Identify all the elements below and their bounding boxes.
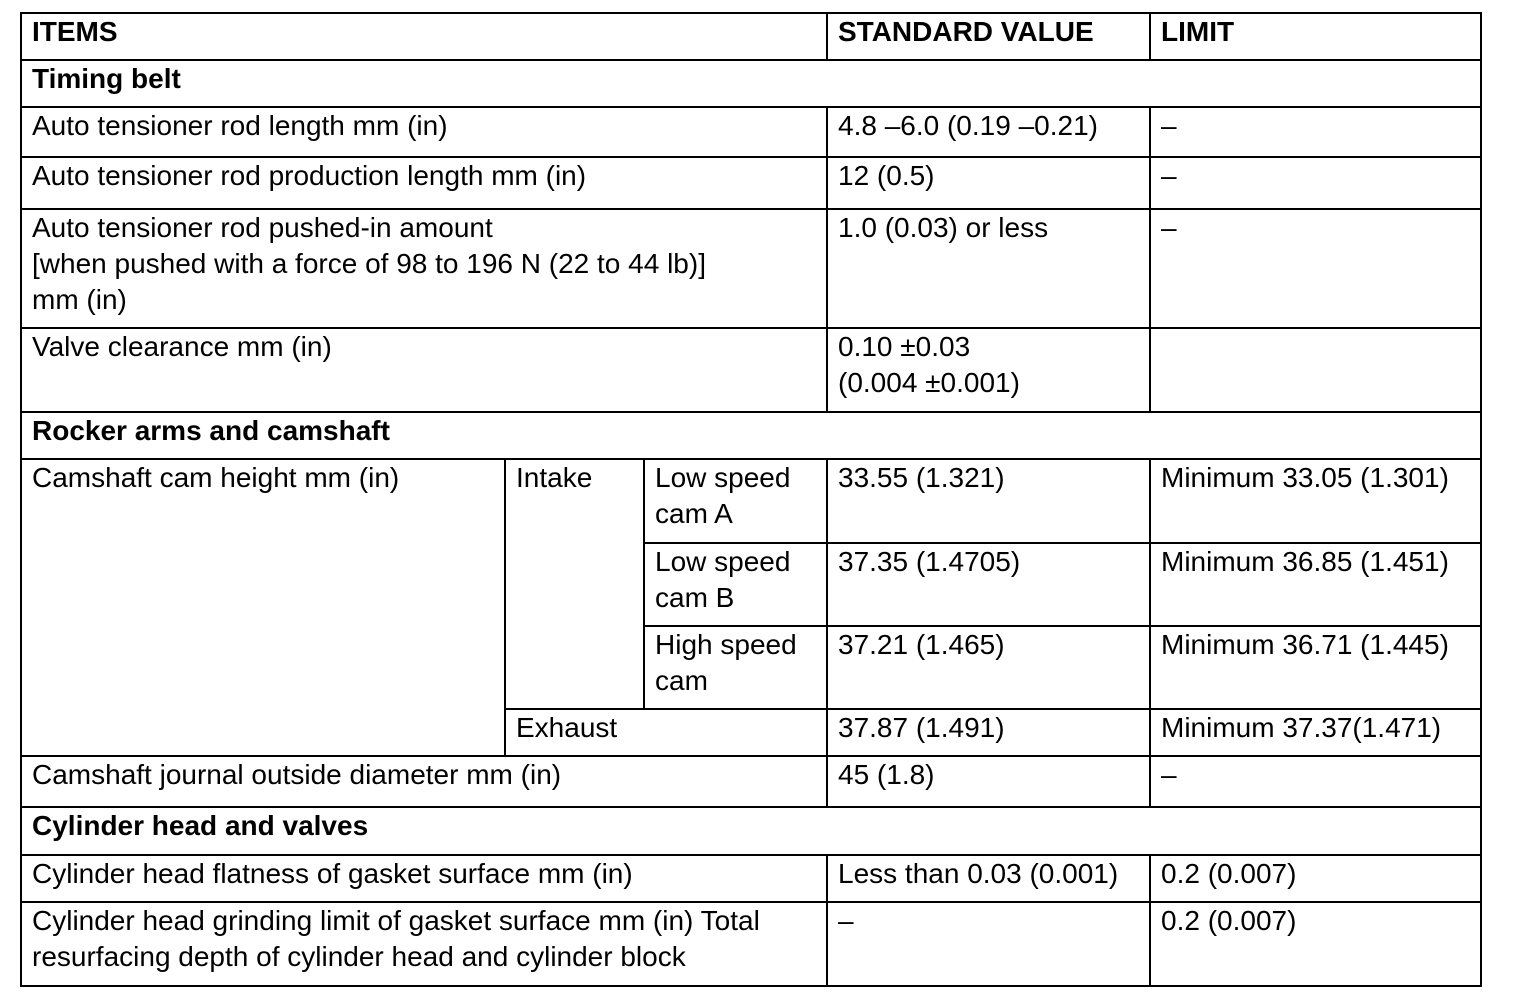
limit-cell: – <box>1150 107 1481 157</box>
item-cell: Auto tensioner rod length mm (in) <box>21 107 827 157</box>
standard-value-cell: 37.21 (1.465) <box>827 626 1150 709</box>
specification-table <box>20 12 1482 987</box>
limit-cell: Minimum 37.37(1.471) <box>1150 709 1481 756</box>
limit-cell: 0.2 (0.007) <box>1150 902 1481 986</box>
item-cell: Cylinder head grinding limit of gasket surface mm (in) Total resurfacing depth of cylinder head and cylinder block <box>21 902 827 986</box>
limit-cell: 0.2 (0.007) <box>1150 855 1481 902</box>
section-row <box>21 412 1481 459</box>
cam-label: Low speed cam A <box>644 459 827 542</box>
header-row <box>21 13 1481 60</box>
cam-label: High speed cam <box>644 626 827 709</box>
intake-label: Intake <box>505 459 644 709</box>
item-cell: Cylinder head flatness of gasket surface mm (in) <box>21 855 827 902</box>
header-limit: LIMIT <box>1150 13 1481 60</box>
table-row <box>21 756 1481 807</box>
table-row <box>21 107 1481 157</box>
item-cell-cam-height: Camshaft cam height mm (in) <box>21 459 505 756</box>
limit-cell: – <box>1150 157 1481 208</box>
standard-value-cell: 12 (0.5) <box>827 157 1150 208</box>
standard-value-cell: 33.55 (1.321) <box>827 459 1150 542</box>
section-row <box>21 60 1481 107</box>
table-row <box>21 157 1481 208</box>
item-cell: Auto tensioner rod pushed-in amount [when pushed with a force of 98 to 196 N (22 to 44 lb)] mm (in) <box>21 209 827 328</box>
table-row <box>21 902 1481 986</box>
limit-cell: Minimum 33.05 (1.301) <box>1150 459 1481 542</box>
section-rocker-arms-camshaft: Rocker arms and camshaft <box>21 412 1481 459</box>
standard-value-cell: 45 (1.8) <box>827 756 1150 807</box>
standard-value-cell: Less than 0.03 (0.001) <box>827 855 1150 902</box>
limit-cell <box>1150 328 1481 412</box>
header-standard-value: STANDARD VALUE <box>827 13 1150 60</box>
limit-cell: Minimum 36.85 (1.451) <box>1150 543 1481 626</box>
limit-cell: – <box>1150 209 1481 328</box>
standard-value-cell: 37.35 (1.4705) <box>827 543 1150 626</box>
standard-value-cell: 37.87 (1.491) <box>827 709 1150 756</box>
section-cylinder-head-valves: Cylinder head and valves <box>21 807 1481 854</box>
standard-value-cell: – <box>827 902 1150 986</box>
limit-cell: – <box>1150 756 1481 807</box>
item-cell: Camshaft journal outside diameter mm (in) <box>21 756 827 807</box>
table-row <box>21 459 1481 542</box>
table-row <box>21 855 1481 902</box>
cam-label: Low speed cam B <box>644 543 827 626</box>
exhaust-label: Exhaust <box>505 709 827 756</box>
standard-value-cell: 1.0 (0.03) or less <box>827 209 1150 328</box>
item-cell: Auto tensioner rod production length mm (in) <box>21 157 827 208</box>
item-cell: Valve clearance mm (in) <box>21 328 827 412</box>
standard-value-cell: 4.8 –6.0 (0.19 –0.21) <box>827 107 1150 157</box>
limit-cell: Minimum 36.71 (1.445) <box>1150 626 1481 709</box>
section-timing-belt: Timing belt <box>21 60 1481 107</box>
table-row <box>21 209 1481 328</box>
header-items: ITEMS <box>21 13 827 60</box>
section-row <box>21 807 1481 854</box>
standard-value-cell: 0.10 ±0.03 (0.004 ±0.001) <box>827 328 1150 412</box>
table-row <box>21 328 1481 412</box>
